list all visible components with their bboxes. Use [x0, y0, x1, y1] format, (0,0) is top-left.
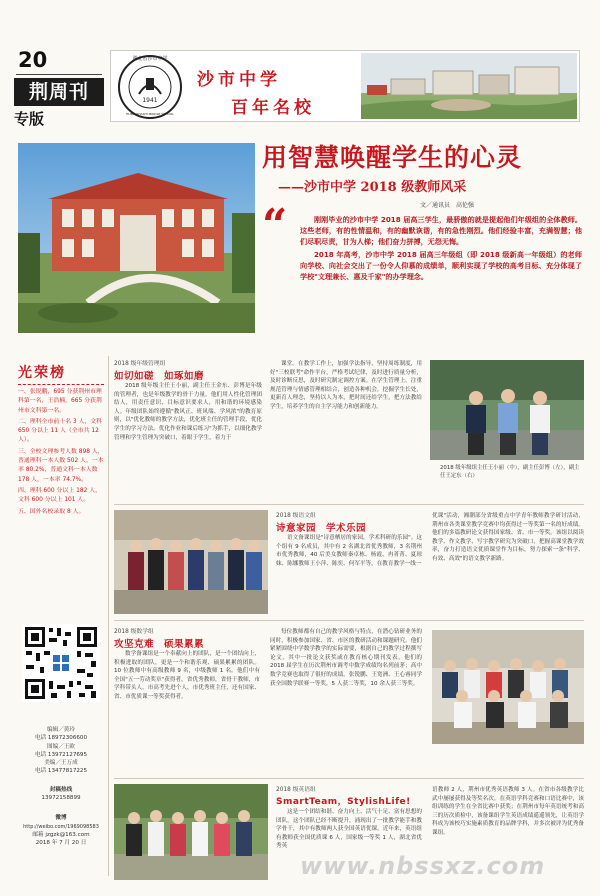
issue-date: 2018 年 7 月 20 日 [35, 840, 87, 847]
hotline-label: 封稿热线 [49, 786, 73, 793]
school-building-photo [18, 143, 255, 333]
section-title: 诗意家园 学术乐园 [276, 523, 367, 534]
qr-code[interactable] [22, 624, 100, 702]
section-title: SmartTeam，StylishLife! [276, 797, 411, 807]
math-team-photo [432, 630, 584, 744]
section-divider [114, 504, 584, 505]
honor-roll-list [18, 388, 104, 517]
section-tag: 2018 级年级管理组 [114, 361, 166, 367]
section-tag: 2018 级英语组 [276, 787, 316, 793]
section-title: 如切如磋 如琢如磨 [114, 371, 205, 382]
email-line[interactable]: 邮箱 jzgzk@163.com [32, 831, 90, 838]
site-watermark: www.nbssxz.com [300, 852, 546, 880]
slogan-line-1: 沙市中学 [197, 70, 281, 90]
headline-title: 用智慧唤醒学生的心灵 [262, 143, 523, 172]
section-tag: 2018 级数学组 [114, 629, 154, 635]
section-text-col2: 语教师 2 人，荆州市优秀英语教师 3 人。在省市各级教学比武中屡屡获得及等奖名次。在英语学科竞赛和口语比赛中，该组训练的学生在全省比赛中获奖；在荆州市每年英语统考和高三的历次质检中，该备课组学生英语成绩遥遥领先，让英语学科成为该校巧实施素质教育的品牌学科，并多次被评为优秀备课组。 [432, 787, 584, 836]
english-team-photo [114, 784, 268, 880]
weibo-label: 微博 [55, 815, 67, 822]
management-photo-caption: 2018 级年级组主任王小丽（中），副主任彭博（左），副主任王定东（右） [440, 465, 580, 479]
svg-text:1941: 1941 [142, 97, 158, 104]
section-divider [114, 778, 584, 779]
honor-item: 四、理科 600 分以上 182 人，文科 600 分以上 101 人。 [18, 487, 101, 504]
masthead [0, 44, 600, 134]
section-text-col1: 这是一个团结和谐、奋力向上、活气十足、富有思想的团队。这个团队已经不断提升，涌现出了一批教学能手和教学骨干，其中有教师两人获全国英语优课，近年来，英语组有教师获全国优质课 6 人，国家级一等奖 1 人，湖北省优秀英 [276, 809, 422, 850]
section-management [114, 358, 584, 502]
edition-label: 专版 [14, 110, 45, 128]
honor-roll [18, 362, 104, 517]
headline-subtitle: ——沙市中学 2018 级教师风采 [278, 180, 467, 195]
section-text-col1: 语文备课组是"诗意栖居的家园，学术科研的乐园"。这个组有 9 名成员，其中有 2 名湖北省优秀教师，3 名荆州市优秀教师，40 后美女教师秦卓栋、杨霞、冉菁菁、夏琼妹、陈娜教师王小萍、陈奕、何军平等，在教育教学一线一 [276, 535, 422, 567]
intro-paragraph-2: 2018 年高考，沙市中学 2018 届高三年级组（即 2018 级新高一年级组）的老师向学校、向社会交出了一份令人仰慕的成绩单，顺利实现了学校的高考目标、充分体现了学校"文理兼长、惠及千家"的办学理念。 [300, 250, 582, 281]
section-text-col1: 数学备课组是一个奉献向上的团队，是一个团结向上，积极进取的团队，更是一个和谐乐观、硕果累累的团队。10 位教师中有高级教师 9 名，中级教师 1 名。他们中有全国"五一劳动奖章"获得者，省优秀教师，省骨干教师，市学科带头人，市高考先进个人，市优秀班主任，还有国家、省、市优质课一等奖获得者。 [114, 651, 260, 700]
contact-line: 电话 13972127695 [34, 751, 88, 758]
honor-item: 五、国外名校录取 8 人。 [18, 508, 85, 515]
page-number: 20 [18, 48, 48, 72]
honor-item: 一、张锐鹏，695 分获荆州市理科第一名，王浩楠，665 分获荆州市文科第一名。 [18, 389, 102, 414]
seal-text-bottom: HUBEI SHASHI MIDDLE SCHOOL [126, 112, 174, 116]
contact-line: 电话 18972306600 [34, 735, 88, 742]
section-text-col1: 2018 级年级主任王小丽，副主任王金东、彭博是年级的管理者，也是年级教学的骨干力量。他们用人性化管理团结人，用责任意识、目标意识要求人，用和谐的环境感染人。年级团队始终遵循"教风正、班风端、学风浓"的教育原则，以"优化教师的教学方法，优化班主任的管理手段，优化学生的学习方法，优化作业和课后练习"为抓手，以细化教学管理和学生管理为突破口，着眼于学生，着力于 [114, 383, 263, 441]
section-chinese [276, 510, 584, 614]
contact-line: 编辑／黄玲 [47, 727, 75, 733]
section-text-col2: 课堂。在教学工作上，加强学法指导，坚持周练制度，用好"三校联考"命作平台，严格考试纪律，及时进行质量分析，及时诊断反思，及时研究制定调控方案。在学生管理上，注重规范管理与情感管理相结合，创造各种机会，挖掘学生长处，更新育人理念，坚持以人为本，把时间还给学生，把方法教给学生，培养学生的自主学习能力和创新能力。 [270, 361, 422, 410]
weibo-link[interactable]: http://weibo.com/1969098583 [23, 823, 99, 830]
management-team-photo [430, 360, 584, 460]
seal-text-top: 湖北省沙市中学 [132, 56, 168, 62]
left-column-divider [108, 356, 109, 876]
school-banner [110, 50, 580, 122]
section-text-col2: 每位教师都有自己的教学风格与特点，在潜心钻研业务的同时，积极参加国家、省、市区的教研活动和课题研究。他们紧紧围绕中学数学教学的实际需要，根据自己的教学过程撰写论文，其中一批论文获奖或在教育核心期刊发表。他们的 2018 届学生在历次荆州市调考中数学成绩均名列前茅；高中数学竞赛也取得了很好的成绩。张锐鹏、王宽洲、王心睿同学获全国数学联赛一等奖，5 人获二等奖，10 余人获三等奖。 [270, 629, 422, 687]
section-text-col2: 优课"活动，湘潮部分省级重点中学青年教师教学研讨活动，荆州市各类课堂教学竞赛中均获得过一等奖第一名的好成绩。他们的多篇教研论文获得国家级、省、市一等奖。该组以阅读教学、作文教学、写字教学研究为突破口，把握高课堂教学效率，奋力打造语文优质课堂作为目标，努力探索一条"科学、有效、高效"的语文教学新路。 [432, 513, 584, 562]
page-number-rule [16, 74, 102, 75]
honor-item: 二、理科全市前十名 3 人，文科 650 分以上 11 人（全市共 12 人）。 [18, 418, 103, 444]
honor-roll-title: 光荣榜 [18, 362, 104, 385]
section-tag: 2018 级语文组 [276, 513, 316, 519]
section-divider [114, 620, 584, 621]
contact-line: 美编／王万成 [44, 760, 78, 767]
hotline-number: 13972158899 [41, 795, 81, 802]
paper-name: 荆周刊 [14, 78, 104, 106]
slogan-line-2: 百年名校 [231, 98, 315, 118]
intro-paragraph-1: 刚刚毕业的沙市中学 2018 届高三学生，最骄傲的就是提起他们年级组的全体教师。这些老师，有的性情温和，有的幽默诙谐，有的急性刚烈。他们经验丰富，充满智慧；他们尽职尽责，甘为人梯；他们奋力拼搏，无怨无悔。 [300, 215, 582, 246]
headline-byline: 文／通讯员 高伦强 [420, 202, 475, 209]
school-seal [117, 54, 183, 120]
quote-mark-icon: “ [262, 200, 288, 251]
contacts [18, 726, 104, 848]
contact-line: 图编／王欧 [47, 743, 75, 750]
chinese-team-photo [114, 510, 268, 614]
campus-aerial-image [361, 53, 577, 119]
section-math [114, 626, 428, 776]
section-title: 攻坚克难 硕果累累 [114, 639, 205, 650]
contact-line: 电话 13477817225 [34, 768, 88, 775]
honor-item: 三、全校文理参考人数 898 人，普通理科一本人数 502 人，一本率 80.2%，普通文科一本人数 178 人，一本率 74.7%。 [18, 448, 104, 483]
headline-intro [300, 214, 582, 282]
